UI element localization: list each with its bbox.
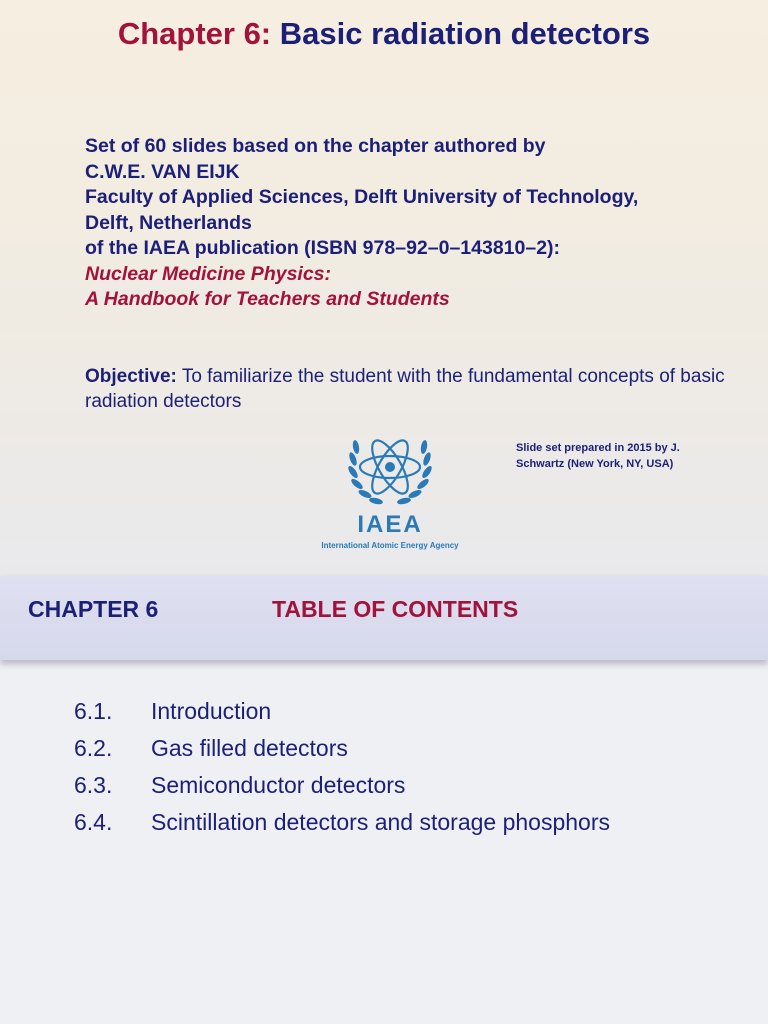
- title-prefix: Chapter 6:: [117, 16, 272, 51]
- toc-header: [0, 576, 768, 660]
- toc-item-number: 6.4.: [74, 809, 113, 835]
- info-line: Faculty of Applied Sciences, Delft University of Technology,: [85, 186, 639, 208]
- objective: [85, 364, 745, 414]
- toc-item-title: Scintillation detectors and storage phosphors: [151, 809, 611, 835]
- toc-list: [74, 698, 754, 846]
- chapter-label: CHAPTER 6: [28, 596, 159, 622]
- toc-item: [74, 772, 754, 809]
- publication-title: Nuclear Medicine Physics:: [85, 262, 332, 285]
- toc-slide: [0, 576, 768, 1024]
- toc-item-title: Gas filled detectors: [151, 735, 348, 761]
- toc-item: [74, 809, 754, 846]
- publication-subtitle: A Handbook for Teachers and Students: [85, 288, 450, 310]
- iaea-emblem-icon: [300, 425, 480, 513]
- slide-title: [0, 16, 768, 52]
- title-main: Basic radiation detectors: [279, 16, 651, 51]
- toc-item-title: Semiconductor detectors: [151, 772, 406, 798]
- objective-label: Objective:: [85, 366, 177, 387]
- prepared-by-note: Slide set prepared in 2015 by J. Schwartz (New York, NY, USA): [516, 442, 680, 470]
- toc-item-number: 6.3.: [74, 772, 113, 798]
- author-info: [85, 134, 745, 313]
- info-line: C.W.E. VAN EIJK: [85, 160, 240, 183]
- info-line: of the IAEA publication (ISBN 978–92–0–143810–2):: [85, 237, 561, 259]
- logo-subtitle: International Atomic Energy Agency: [321, 541, 459, 550]
- toc-item-number: 6.1.: [74, 698, 113, 724]
- toc-item-title: Introduction: [151, 698, 272, 724]
- toc-title: TABLE OF CONTENTS: [272, 596, 519, 622]
- info-line: Set of 60 slides based on the chapter authored by: [85, 135, 546, 157]
- logo-name: IAEA: [357, 511, 423, 538]
- toc-item-number: 6.2.: [74, 735, 113, 761]
- iaea-logo: [300, 425, 480, 555]
- info-line: Delft, Netherlands: [85, 211, 252, 234]
- toc-item: [74, 735, 754, 772]
- objective-text: To familiarize the student with the fundamental concepts of basic radiation detectors: [85, 366, 725, 412]
- toc-item: [74, 698, 754, 735]
